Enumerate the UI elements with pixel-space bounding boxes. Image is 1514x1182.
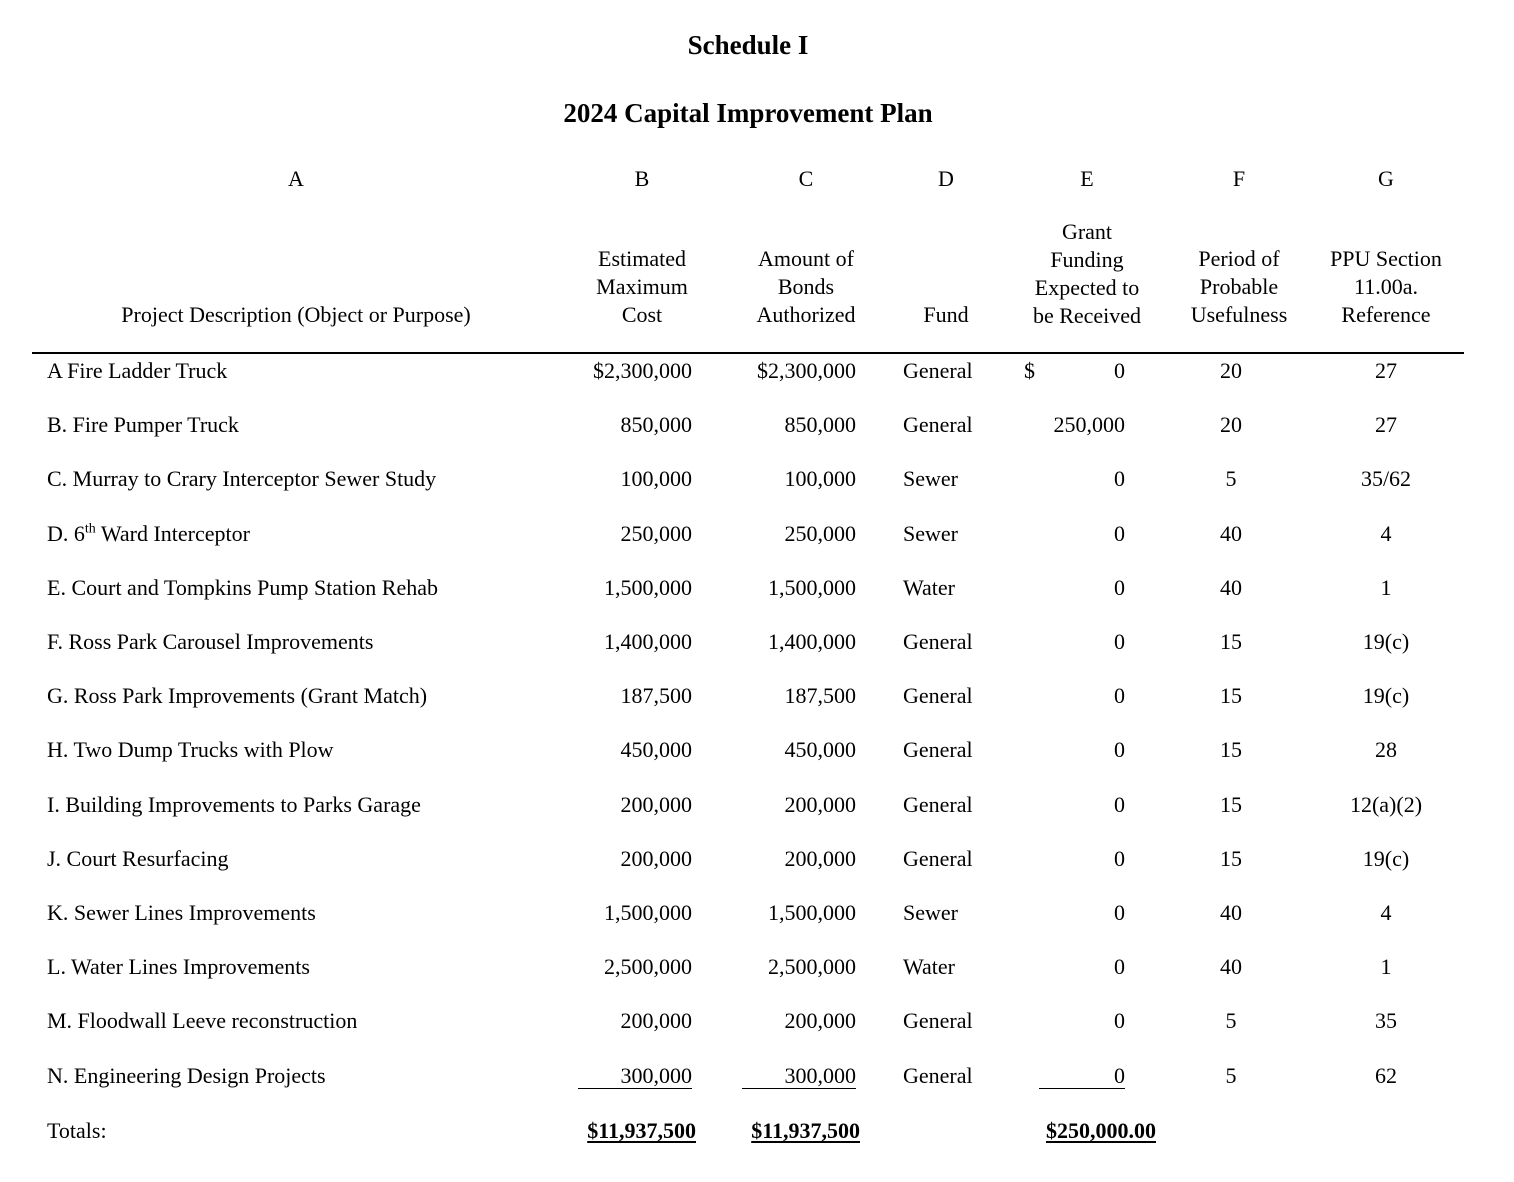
cell-period: 15 [1220, 845, 1242, 871]
description-part: D. 6 [47, 520, 85, 546]
totals-label: Totals: [47, 1118, 107, 1143]
cell-cost: 200,000 [620, 791, 692, 817]
cell-desc: I. Building Improvements to Parks Garage [47, 791, 421, 817]
cell-ref: 62 [1375, 1062, 1397, 1088]
description-part: Ward Interceptor [95, 520, 250, 546]
header-line: Reference [1341, 302, 1431, 327]
underlined-value: 300,000 [742, 1064, 856, 1089]
cell-grant: 0 [1114, 737, 1125, 763]
cell-ref: 19(c) [1362, 845, 1410, 871]
column-letter-g: G [1378, 166, 1394, 191]
cell-cost: 2,500,000 [604, 954, 692, 980]
cell-grant-currency: $ [1024, 358, 1035, 383]
cell-bonds: 850,000 [784, 412, 856, 438]
cell-period: 20 [1220, 412, 1242, 438]
cell-grant: 0 [1114, 629, 1125, 654]
plan-subtitle: 2024 Capital Improvement Plan [563, 98, 933, 128]
cell-grant: 0 [1114, 520, 1125, 546]
header-line: Bonds [777, 274, 835, 299]
cell-fund: General [903, 737, 973, 763]
cell-desc: E. Court and Tompkins Pump Station Rehab [47, 574, 438, 600]
header-line: Amount of [758, 246, 854, 271]
header-line: Cost [621, 302, 663, 327]
cell-bonds: 187,500 [784, 683, 856, 709]
cell-bonds: 2,500,000 [768, 954, 856, 980]
cell-desc: F. Ross Park Carousel Improvements [47, 629, 374, 654]
header-line: Probable [1199, 274, 1279, 299]
cell-ref: 27 [1375, 412, 1397, 438]
cell-ref: 4 [1380, 900, 1392, 925]
header-line: Period of [1198, 246, 1280, 271]
header-line: be Received [1032, 303, 1142, 328]
cell-period: 5 [1225, 1062, 1237, 1088]
cell-bonds: 200,000 [784, 1008, 856, 1034]
cell-bonds: 100,000 [784, 466, 856, 492]
column-letter-e: E [1080, 166, 1094, 191]
cell-desc: A Fire Ladder Truck [47, 358, 228, 383]
header-line: 11.00a. [1354, 274, 1418, 299]
cell-period: 5 [1225, 1008, 1237, 1034]
header-line: Maximum [596, 274, 688, 299]
cell-cost: 450,000 [620, 737, 692, 763]
header-line: Expected to [1034, 275, 1140, 300]
cell-fund: General [903, 1008, 973, 1034]
header-period-usefulness [1164, 245, 1314, 329]
underlined-value: 300,000 [578, 1064, 692, 1089]
cell-cost: 100,000 [620, 466, 692, 492]
cell-period: 40 [1220, 574, 1242, 600]
cell-ref: 19(c) [1362, 683, 1410, 709]
cell-fund: Sewer [903, 900, 958, 925]
totals-grant: $250,000.00 [1046, 1118, 1156, 1143]
cell-fund: Water [903, 954, 955, 980]
cell-cost: 1,400,000 [604, 629, 692, 654]
cell-desc: G. Ross Park Improvements (Grant Match) [47, 683, 428, 709]
cell-bonds: 1,400,000 [768, 629, 856, 654]
cell-ref: 1 [1380, 954, 1392, 980]
header-project-description: Project Description (Object or Purpose) [121, 302, 471, 327]
cell-fund: Sewer [903, 466, 958, 492]
cell-bonds: 1,500,000 [768, 900, 856, 925]
cell-period: 15 [1220, 737, 1242, 763]
cell-desc: N. Engineering Design Projects [47, 1062, 326, 1088]
column-letter-b: B [634, 166, 650, 191]
cell-period: 40 [1220, 900, 1242, 925]
cell-period: 40 [1220, 520, 1242, 546]
schedule-title: Schedule I [687, 30, 809, 60]
column-letter-d: D [938, 166, 954, 191]
cell-period: 15 [1220, 791, 1242, 817]
header-line: Funding [1050, 247, 1124, 272]
cell-grant: 0 [1114, 900, 1125, 925]
header-ppu-reference [1311, 245, 1461, 329]
cell-desc: K. Sewer Lines Improvements [47, 900, 316, 925]
description-part: th [84, 521, 96, 537]
cell-grant: 0 [1114, 1008, 1125, 1034]
cell-period: 20 [1220, 358, 1242, 383]
cell-desc: M. Floodwall Leeve reconstruction [47, 1008, 358, 1034]
cell-period: 15 [1220, 683, 1242, 709]
header-line: Authorized [756, 302, 856, 327]
header-line: PPU Section [1330, 246, 1442, 271]
cell-fund: General [903, 1062, 973, 1088]
cell-grant: 0 [1114, 358, 1125, 383]
header-line: Usefulness [1190, 302, 1288, 327]
cell-fund: General [903, 629, 973, 654]
cell-ref: 27 [1375, 358, 1397, 383]
cell-period: 15 [1220, 629, 1242, 654]
cell-fund: General [903, 412, 973, 438]
cell-ref: 12(a)(2) [1349, 791, 1423, 817]
totals-bonds: $11,937,500 [751, 1118, 860, 1143]
cell-cost: 850,000 [620, 412, 692, 438]
totals-cost: $11,937,500 [587, 1118, 696, 1143]
cell-desc: L. Water Lines Improvements [47, 954, 310, 980]
cell-period: 40 [1220, 954, 1242, 980]
cell-grant: 250,000 [1053, 412, 1125, 438]
cell-grant: 0 [1114, 574, 1125, 600]
cell-bonds: $2,300,000 [757, 358, 856, 383]
header-fund: Fund [923, 302, 969, 327]
header-rule [32, 352, 1464, 354]
cell-bonds: 200,000 [784, 791, 856, 817]
cell-grant: 0 [1114, 466, 1125, 492]
header-line: Estimated [598, 246, 686, 271]
cell-cost [540, 1062, 692, 1090]
cell-fund: Water [903, 574, 955, 600]
cell-fund: General [903, 683, 973, 709]
cell-ref: 1 [1380, 574, 1392, 600]
cell-desc: J. Court Resurfacing [47, 845, 229, 871]
cell-bonds: 1,500,000 [768, 574, 856, 600]
column-letter-c: C [798, 166, 814, 191]
column-letter-a: A [288, 166, 304, 191]
cell-period: 5 [1225, 466, 1237, 492]
cell-ref: 19(c) [1362, 629, 1410, 654]
cell-grant: 0 [1114, 845, 1125, 871]
cell-cost: 250,000 [620, 520, 692, 546]
cell-cost: $2,300,000 [593, 358, 692, 383]
cell-fund: General [903, 358, 973, 383]
cell-grant [1000, 1062, 1125, 1090]
cell-desc: C. Murray to Crary Interceptor Sewer Study [47, 466, 437, 492]
underlined-value: 0 [1039, 1064, 1125, 1089]
column-letter-f: F [1232, 166, 1246, 191]
cell-desc [47, 520, 567, 548]
cell-bonds: 200,000 [784, 845, 856, 871]
cell-ref: 35/62 [1360, 466, 1412, 492]
cell-desc: H. Two Dump Trucks with Plow [47, 737, 334, 763]
cell-fund: General [903, 845, 973, 871]
cell-ref: 35 [1375, 1008, 1397, 1034]
cell-cost: 1,500,000 [604, 574, 692, 600]
cell-cost: 200,000 [620, 845, 692, 871]
cell-bonds [700, 1062, 856, 1090]
cell-grant: 0 [1114, 954, 1125, 980]
cell-cost: 1,500,000 [604, 900, 692, 925]
cell-ref: 4 [1380, 520, 1392, 546]
header-grant-funding [1007, 218, 1167, 330]
header-estimated-cost [562, 245, 722, 329]
cell-desc: B. Fire Pumper Truck [47, 412, 239, 438]
header-line: Grant [1061, 219, 1113, 244]
cell-cost: 200,000 [620, 1008, 692, 1034]
cell-fund: General [903, 791, 973, 817]
header-bonds-authorized [726, 245, 886, 329]
cell-bonds: 450,000 [784, 737, 856, 763]
cell-ref: 28 [1375, 737, 1397, 763]
cell-bonds: 250,000 [784, 520, 856, 546]
cell-fund: Sewer [903, 520, 958, 546]
cell-cost: 187,500 [620, 683, 692, 709]
cell-grant: 0 [1114, 683, 1125, 709]
cell-grant: 0 [1114, 791, 1125, 817]
